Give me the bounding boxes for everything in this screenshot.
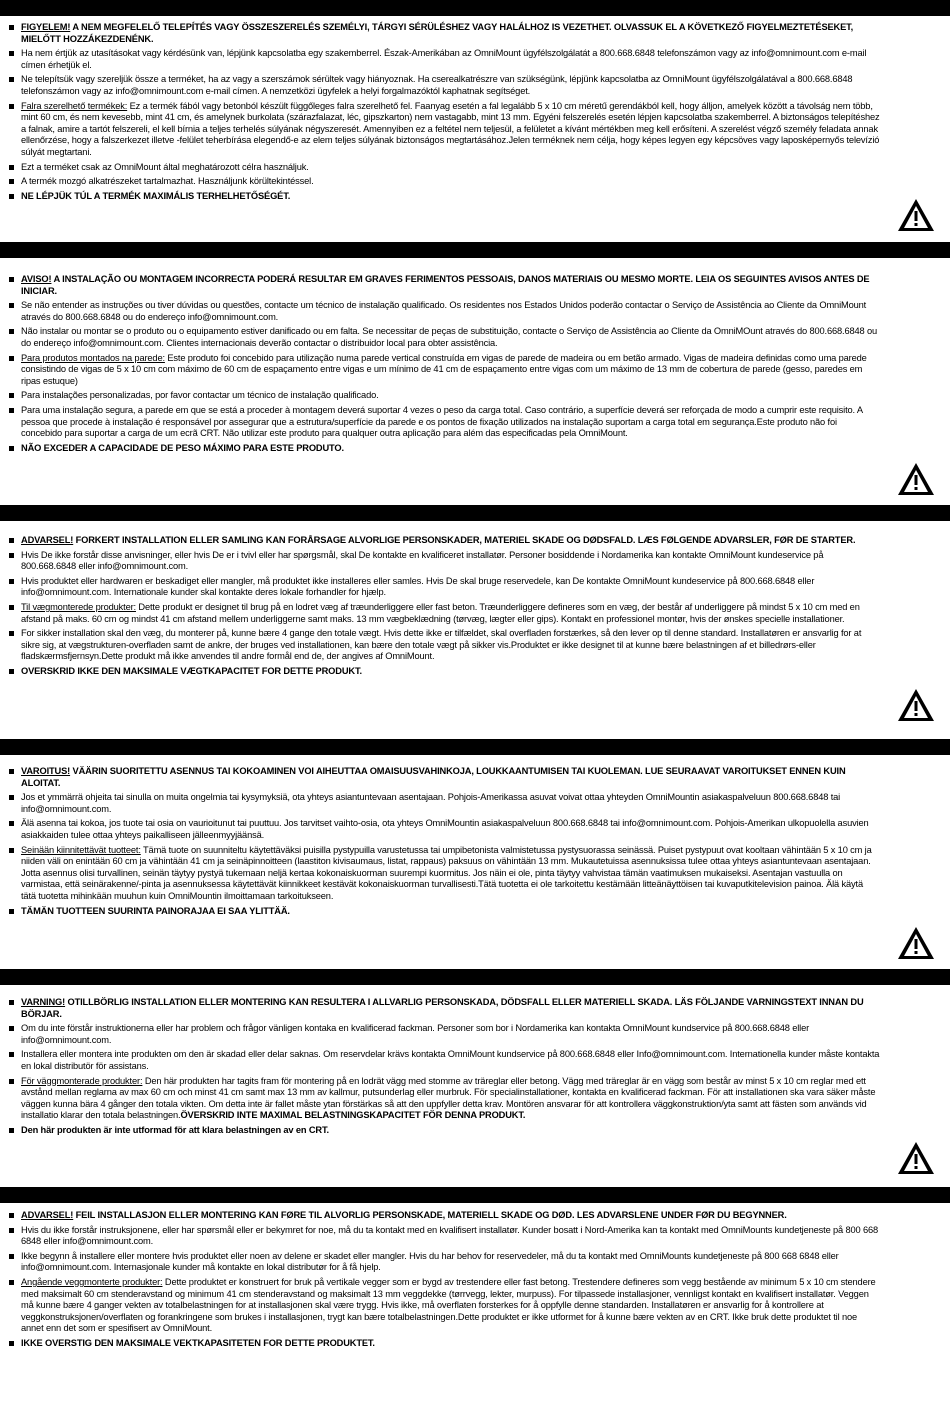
section-bar — [0, 739, 950, 755]
item-text: IKKE OVERSTIG DEN MAKSIMALE VEKTKAPASITETEN FOR DETTE PRODUKTET. — [21, 1337, 375, 1348]
warning-section-sv — [0, 997, 950, 1140]
warning-item — [8, 818, 880, 841]
warning-item — [8, 1251, 880, 1274]
section-bar — [0, 1187, 950, 1203]
item-tail: ÖVERSKRID INTE MAXIMAL BELASTNINGSKAPACITET FÖR DENNA PRODUKT. — [180, 1110, 526, 1121]
warning-section-fi — [0, 766, 950, 920]
item-text: Den här produkten är inte utformad för att klara belastningen av en CRT. — [21, 1124, 329, 1135]
item-label: VAROITUS! — [21, 766, 71, 776]
item-text: Hvis du ikke forstår instruksjonene, eller har spørsmål eller er bekymret for noe, må du ta kontakt med en kvalifisert installatør. Kunder bosatt i Nord-Amerika kan ta kontakt med OmniMounts kundetjeneste på 800 668 6848 eller info@omnimount.com. — [21, 1224, 879, 1247]
item-text: Om du inte förstår instruktionerna eller har problem och frågor vänligen kontaka en kvalificerad fackman. Personer som bor i Nordamerika kan kontakta OmniMount kundservice på 800.668.6848 eller info@omnimount.com. — [21, 1023, 810, 1045]
item-text: Hvis produktet eller hardwaren er beskadiget eller mangler, må produktet ikke installeres eller samles. Hvis De skal bruge reservedele, kan De kontakte OmniMount kundeservice på 800.668.6848 eller info@omnimount.com. Internationale kunder skal kontakte deres lokale forhandler for hjælp. — [21, 575, 815, 598]
item-text: A NEM MEGFELELŐ TELEPÍTÉS VAGY ÖSSZESZERELÉS SZEMÉLYI, TÁRGYI SÉRÜLÉSHEZ VAGY HALÁLHOZ IS VEZETHET. OLVASSUK EL A KÖVETKEZŐ FIGYELMEZTETÉSEKET, MIELŐTT HOZZÁKEZDENÉNK. — [21, 22, 854, 44]
warning-triangle-icon — [896, 1140, 936, 1176]
item-label: Falra szerelhető termékek: — [21, 100, 128, 111]
warning-item — [8, 101, 880, 159]
item-text: Para instalações personalizadas, por favor contactar um técnico de instalação qualificado. — [21, 390, 379, 401]
warning-item — [8, 550, 880, 573]
section-bar — [0, 0, 950, 16]
warning-item — [8, 176, 880, 188]
warning-item — [8, 906, 880, 918]
item-text: Ikke begynn å installere eller montere hvis produktet eller noen av delene er skadet eller mangler. Hvis du har behov for reservedeler, må du ta kontakt med OmniMounts kundetjeneste på 800 668 6848 eller info@omnimount.com. Internasjonale kunder må kontakte en lokal distributør for å få hjelp. — [21, 1250, 839, 1273]
warning-item — [8, 1049, 880, 1072]
warning-section-hu — [0, 22, 950, 205]
item-text: OVERSKRID IKKE DEN MAKSIMALE VÆGTKAPACITET FOR DETTE PRODUKT. — [21, 665, 362, 676]
warning-item — [8, 1076, 880, 1122]
item-text: Se não entender as instruções ou tiver dúvidas ou questões, contacte um técnico de instalação qualificado. Os residentes nos Estados Unidos poderão contactar o Serviço de Assistência ao Cliente da OmniMount através do 800.668.6848 ou do endereço info@omnimount.com. — [21, 300, 867, 322]
warning-triangle-icon — [896, 925, 936, 961]
item-text: VÄÄRIN SUORITETTU ASENNUS TAI KOKOAMINEN VOI AIHEUTTAA OMAISUUSVAHINKOJA, LOUKKAANTUMISEN TAI KUOLEMAN. LUE SEURAAVAT VAROITUKSET ENNEN KUIN ALOITAT. — [21, 766, 846, 788]
warning-item — [8, 1338, 880, 1350]
warning-item — [8, 1225, 880, 1248]
warning-item — [8, 300, 880, 323]
item-label: Til vægmonterede produkter: — [21, 601, 136, 612]
item-text: NE LÉPJÜK TÚL A TERMÉK MAXIMÁLIS TERHELHETŐSÉGÉT. — [21, 190, 291, 201]
section-bar — [0, 242, 950, 258]
warning-item — [8, 353, 880, 388]
warning-item — [8, 576, 880, 599]
warning-triangle-icon — [896, 687, 936, 723]
item-label: ADVARSEL! — [21, 535, 74, 545]
item-text: Älä asenna tai kokoa, jos tuote tai osia on vaurioitunut tai puuttuu. Jos tarvitset vaihto-osia, ota yhteys OmniMountin asiakaspalveluun 800.668.6848 tai info@omnimount.com. Pohjois-Amerikan ulkopuolella asuvien asiakkaiden tulee ottaa yhteys paikalliseen jälleenmyyjäänsä. — [21, 818, 869, 840]
warning-item — [8, 390, 880, 402]
item-text: A termék mozgó alkatrészeket tartalmazhat. Használjunk körültekintéssel. — [21, 176, 314, 187]
warning-item — [8, 845, 880, 903]
item-text: TÄMÄN TUOTTEEN SUURINTA PAINORAJAA EI SAA YLITTÄÄ. — [21, 905, 290, 916]
item-label: Para produtos montados na parede: — [21, 352, 165, 363]
item-text: Jos et ymmärrä ohjeita tai sinulla on muita ongelmia tai kysymyksiä, ota yhteys asiantuntevaan asentajaan. Pohjois-Amerikassa asuvat voivat ottaa yhteyden OmniMountin asiakaspalveluun 800.668.6848 tai info@omnimount.com. — [21, 792, 841, 814]
warning-item — [8, 602, 880, 625]
warning-item — [8, 1125, 880, 1137]
item-text: Dette produkt er designet til brug på en lodret væg af træunderliggere eller fast beton. Træunderliggere defineres som en væg, der består af underliggere på mindst 5 x 10 cm med en afstand på maks. 60 cm og mindst 41 cm afstand mellem underliggerne samt maks. 13 mm vægbeklædning (tørvæg, lægter eller gips). Kontakt en professionel montør, hvis der ønskes specielle installationer. — [21, 601, 860, 624]
warning-item — [8, 766, 880, 789]
item-text: Este produto foi concebido para utilização numa parede vertical construída em vigas de parede de madeira ou em betão armado. Vigas de madeira definidas como uma parede consistindo de vigas de 5 x 10 cm com máximo de 60 cm de espaçamento entre vigas e um mínimo de 41 cm de espaçamento entre vigas com um máximo de 13 mm de cobertura de parede (gesso, paredes em ripas estuque) — [21, 352, 867, 386]
item-text: Ha nem értjük az utasításokat vagy kérdésünk van, lépjünk kapcsolatba egy szakemberrel. Észak-Amerikában az OmniMount ügyfélszolgálatát a 800.668.6848 telefonszámon vagy az info@omnimount.com e-mail címen érhetjük el. — [21, 48, 867, 70]
item-label: VARNING! — [21, 997, 66, 1007]
warning-item — [8, 535, 880, 547]
warning-item — [8, 1210, 880, 1222]
item-text: Installera eller montera inte produkten om den är skadad eller delar saknas. Om reservdelar krävs kontakta OmniMount kundservice på 800.668.6848 eller Info@omnimount.com. Internationella kunder måste kontakta en lokal distributör för assistans. — [21, 1049, 880, 1071]
item-text: Tämä tuote on suunniteltu käytettäväksi puisilla pystypuilla varustetussa tai umpibetonista valmistetussa pystysuorassa seinässä. Puiset pystypuut ovat kooltaan vähintään 5 x 10 cm ja niiden väli on enintään 60 cm ja vähintään 41 cm ja seinäpinnoitteen (laastiton kivisaumaus, listat, rappaus) paksuus on vähintään 13 mm. Mukautetuissa asennuksissa tulee ottaa yhteys asiantuntevaan asentajaan. Jotta asennus olisi turvallinen, seinän täytyy pystyä tukemaan neljä kertaa kokonaiskuorman suurempi kuormitus. Jos näin ei ole, pinta täytyy vahvistaa tämän vaatimuksen mukaiseksi. Asentajan vastuulla on varmistaa, että seinärakenne/-pinta ja asennuksessa käytettävät kiinnikkeet kestävät kokonaiskuorman turvallisesti.Tätä tuotetta ei ole tarkoitettu kestämään litteänäyttöisen tai kuvaputkitelevision painoa. Älä käytä tätä tuotetta mihinkään muuhun kuin OmniMountin ilmoittamaan tarkoitukseen. — [21, 844, 872, 901]
warning-triangle-icon — [896, 461, 936, 497]
warning-item — [8, 1277, 880, 1335]
warning-item — [8, 405, 880, 440]
warning-item — [8, 1023, 880, 1046]
item-text: FORKERT INSTALLATION ELLER SAMLING KAN FORÅRSAGE ALVORLIGE PERSONSKADER, MATERIEL SKADE OG DØDSFALD. LÆS FØLGENDE ADVARSLER, FØR DE STARTER. — [73, 535, 856, 545]
item-text: Não instalar ou montar se o produto ou o equipamento estiver danificado ou em falta. Se necessitar de peças de substituição, contacte o Serviço de Assistência ao Cliente da OmniMOunt através do 800.668.6848 ou do endereço info@omnimount.com. Clientes internacionais deverão contactar o distribuidor local para obter assistência. — [21, 326, 878, 348]
warning-item — [8, 162, 880, 174]
warning-section-no — [0, 1210, 950, 1353]
warning-item — [8, 191, 880, 203]
warning-item — [8, 326, 880, 349]
item-text: For sikker installation skal den væg, du monterer på, kunne bære 4 gange den totale vægt. Hvis dette ikke er tilfældet, skal overfladen forstærkes, så den lever op til denne standard. Installatøren er ansvarlig for at sikre sig, at vægstrukturen-overfladen samt de ankre, der bruges ved installationen, kan bære den totale vægt på sikker vis.Produktet er ikke designet til at kunne bære belastningen af et billedrørs-eller fladskærmsfjernsyn.Dette produkt må ikke anvendes til andre formål end de, der angives af OmniMount. — [21, 628, 862, 662]
warning-item — [8, 22, 880, 45]
section-bar — [0, 969, 950, 985]
item-text: Hvis De ikke forstår disse anvisninger, eller hvis De er i tvivl eller har spørgsmål, skal De kontakte en kvalificeret installatør. Personer bosiddende i Nordamerika kan kontakte OmniMount kundeservice på 800.668.6848 eller info@omnimount.com. — [21, 549, 824, 572]
item-text: Ez a termék fából vagy betonból készült függőleges falra szerelhető fel. Faanyag esetén a fal legalább 5 x 10 cm méretű gerendákból kell, hogy álljon, amelyek között a távolság nem több, mint 60 cm, és nem kevesebb, mint 41 cm, és amelynek burkolata (szárazfalazat, léc, gipszkarton) nem vastagabb, mint 13 mm. Egyéni felszerelés esetén lépjen kapcsolatba szakemberrel. A biztonságos telepítéshez a falnak, amire a tartót felszereli, el kell bírnia a teljes terhelés súlyának négyszeresét. Amennyiben ez a feltétel nem teljesül, a felületet a kívánt mértékben meg kell erősíteni. A szerelést végző személy feladata annak ellenőrzése, hogy a falszerkezet illetve -felület teherbírása elegendő-e az elem teljes súlyának biztonságos megtartásához.Jelen terméknek nem célja, hogy képes legyen egy képcsöves vagy laposképernyős televízió súlyát megtartani. — [21, 100, 880, 157]
item-text: Dette produktet er konstruert for bruk på vertikale vegger som er bygd av trestendere eller fast betong. Trestendere defineres som vegg bestående av minimum 5 x 10 cm stendere med maksimalt 60 cm stenderavstand og minimum 41 cm stenderavstand og maksimalt 13 mm veggdekke (tørrvegg, lekter, murpuss). For tilpassede installasjoner, vennligst kontakt en kvalifisert installatør. Veggen må kunne bære 4 ganger vekten av totalbelastningen for at installasjonen skal være trygg. Hvis ikke, må overflaten forsterkes for å oppfylle denne standarden. Installatøren er ansvarlig for å kontrollere at veggkonstruksjonen/overflaten og forankringene som brukes i installasjonen, trygt kan bære totalbelastningen.Dette produktet er ikke utformet for å kunne bære vekten av en CRT. Ikke bruk dette produktet til noe annet enn det som er spesifisert av OmniMount. — [21, 1276, 876, 1334]
item-label: AVISO! — [21, 274, 52, 284]
item-text: OTILLBÖRLIG INSTALLATION ELLER MONTERING KAN RESULTERA I ALLVARLIG PERSONSKADA, DÖDSFALL ELLER MATERIELL SKADA. LÄS FÖLJANDE VARNINGSTEXT INNAN DU BÖRJAR. — [21, 997, 864, 1019]
item-label: ADVARSEL! — [21, 1210, 74, 1220]
warning-item — [8, 666, 880, 678]
warning-item — [8, 48, 880, 71]
item-label: Seinään kiinnitettävät tuotteet: — [21, 844, 141, 855]
warning-section-pt — [0, 274, 950, 457]
warning-section-da — [0, 535, 950, 681]
item-text: Ne telepítsük vagy szereljük össze a terméket, ha az vagy a szerszámok sérültek vagy hiányoznak. Ha cserealkatrészre van szükségünk, lépjünk kapcsolatba az OmniMount ügyfélszolgálatával a 800.668.6848 telefonszámon vagy az info@omnimount.com e-mail címen. A nemzetközi ügyfelek a helyi forgalmazóktól kaphatnak segítséget. — [21, 74, 853, 96]
warning-item — [8, 792, 880, 815]
item-text: Ezt a terméket csak az OmniMount által meghatározott célra használjuk. — [21, 161, 309, 172]
warning-item — [8, 274, 880, 297]
warning-item — [8, 628, 880, 663]
item-text: FEIL INSTALLASJON ELLER MONTERING KAN FØRE TIL ALVORLIG PERSONSKADE, MATERIELL SKADE OG DØD. LES ADVARSLENE UNDER FØR DU BEGYNNER. — [73, 1210, 787, 1220]
warning-item — [8, 997, 880, 1020]
warning-item — [8, 74, 880, 97]
item-text: A INSTALAÇÃO OU MONTAGEM INCORRECTA PODERÁ RESULTAR EM GRAVES FERIMENTOS PESSOAIS, DANOS MATERIAIS OU MESMO MORTE. LEIA OS SEGUINTES AVISOS ANTES DE INICIAR. — [21, 274, 870, 296]
section-bar — [0, 505, 950, 521]
item-label: Angående veggmonterte produkter: — [21, 1276, 163, 1287]
warning-item — [8, 443, 880, 455]
item-text: Para uma instalação segura, a parede em que se está a proceder à montagem deverá suportar 4 vezes o peso da carga total. Caso contrário, a superfície deverá ser reforçada de modo a cumprir este requisito. A pessoa que procede à instalação é responsável por assegurar que a estrutura/superfície da parede e os pontos de fixação utilizados na instalação suportam a carga total em segurança.Este produto não foi concebido para suportar a carga de um ecrã CRT. Não utilizar este produto para qualquer outra aplicação para além das especificadas pela OmniMount. — [21, 404, 863, 439]
item-label: För väggmonterade produkter: — [21, 1075, 143, 1086]
item-label: FIGYELEM! — [21, 22, 71, 32]
item-text: Den här produkten har tagits fram för montering på en lodrät vägg med stomme av träreglar eller betong. Vägg med träreglar är en vägg som består av minst 5 x 10 cm reglar med ett avstånd mellan reglarna av max 60 cm och minst 41 cm samt max 13 mm av kallmur, putsunderlag eller murbruk. För specialinstallationer, kontakta en kvalificerad fackman. För att installationen ska vara säker måste väggen kunna bära 4 gånger den totala vikten. Om detta inte är fallet måste ytan förstärkas så att den uppfyller detta krav. Montören ansvarar för att kontrollera väggkonstruktion/yta samt att fästen som används vid installatio klarar den totala belastningen. — [21, 1075, 876, 1121]
item-text: NÃO EXCEDER A CAPACIDADE DE PESO MÁXIMO PARA ESTE PRODUTO. — [21, 442, 344, 453]
warning-triangle-icon — [896, 197, 936, 233]
